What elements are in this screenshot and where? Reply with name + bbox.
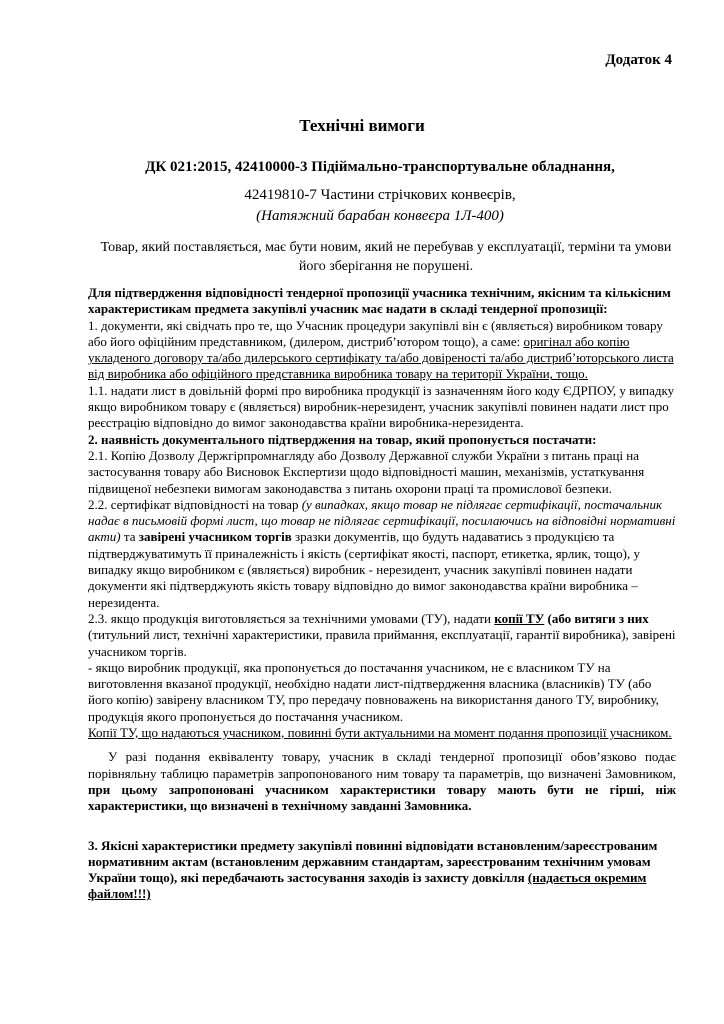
item-2-2-italic: (у випадках, якщо товар не підлягає сертифікації, постачальник надає в письмовій формі лист, що товар не підлягає сертифікації, посилаючись на відповідні нормативні акти) (88, 496, 676, 545)
intro-paragraph: Товар, який поставляється, має бути новим, який не перебував у експлуатації, терміни та умови його зберігання не порушені. (100, 240, 672, 274)
equivalent-text: У разі подання еквіваленту товару, учасник в складі тендерної пропозиції обов’язково подає порівняльну таблицю параметрів запропонованого ним товару та параметрів, що визначені Замовником, (88, 749, 676, 781)
cpv-codes-line: 42419810-7 Частини стрічкових конвеєрів, (244, 187, 516, 203)
addendum-label: Додаток 4 (605, 52, 672, 68)
item-2-3-note: - якщо виробник продукції, яка пропонується до постачання учасником, не є власником ТУ на виготовлення вказаної продукції, необхідно надати лист-підтвердження власника (власників) ТУ (або його копію) завірену власником ТУ, про передачу повноважень на використання даного ТУ, виробнику, продукція якого пропонується до постачання учасником. (88, 659, 659, 724)
page-title: Технічні вимоги (299, 116, 425, 135)
item-2-2 (88, 497, 676, 611)
item-2-3-text-a: 2.3. якщо продукція виготовляється за технічними умовами (ТУ), надати (88, 610, 495, 626)
section-intro: Для підтвердження відповідності тендерної пропозиції учасника технічним, якісним та кількісним характеристикам предмета закупівлі учасник має надати в складі тендерної пропозиції: (88, 285, 671, 317)
item-2-2-text-c: зразки документів, що будуть надаватись з продукцією та підтверджуватимуть її приналежність і якість (сертифікат якості, паспорт, етикетка, ярлик, тощо), у випадку якщо виробником є (являється) виробник - нерезидент, учасник закупівлі повинен надати документи які підтверджують якість товару відповідно до вимог законодавства країни виробника – нерезидента. (88, 529, 640, 610)
equivalent-bold: при цьому запропоновані учасником характеристики товару мають бути не гірші, ніж характеристики, що визначені в технічному завданні Замовника. (88, 781, 676, 814)
item-2-heading: 2. наявність документального підтвердження на товар, який пропонується постачати: (88, 431, 597, 447)
item-2-3-bold-underlined: копії ТУ (494, 610, 545, 626)
item-1-text: 1. документи, які свідчать про те, що Учасник процедури закупівлі він є (являється) виробником товару або його офіційним представником, (дилером, дистриб’ютором тощо), а саме: (88, 317, 663, 349)
requirements-body (88, 285, 676, 903)
dk-classification-line: ДК 021:2015, 42410000-3 Підіймально-транспортувальне обладнання, (145, 159, 615, 175)
item-2-3-bold: (або витяги з них (544, 610, 649, 626)
item-2-2-text-a: 2.2. сертифікат відповідності на товар (88, 496, 302, 512)
item-1 (88, 318, 676, 383)
item-3-bold: 3. Якісні характеристики предмету закупівлі повинні відповідати встановленим/зареєстрованим нормативним актам (встановленим державним стандартам, зареєстрованим технічним умовам України тощо), які передбачають застосування заходів із захисту довкілля (88, 837, 658, 886)
item-1-underlined: оригінал або копію укладеного договору та/або дилерського сертифікату та/або довіреності та/або дистриб’юторського листа від виробника або офіційного представника виробника товару на території України, тощо. (88, 333, 674, 382)
item-3-bold-underlined: (надається окремим файлом!!!) (88, 870, 647, 902)
spacer (88, 815, 676, 838)
spacer (88, 741, 676, 749)
item-2-1: 2.1. Копію Дозволу Держгірпромнагляду або Дозволу Державної служби України з питань праці на застосування товару або Висновок Експертизи щодо відповідності машин, механізмів, устаткування підвищеної небезпеки вимогам законодавства з питань охорони праці та промислової безпеки. (88, 447, 645, 496)
item-2-3-actuality: Копії ТУ, що надаються учасником, повинні бути актуальними на момент подання пропозиції учасником. (88, 725, 672, 741)
item-2-2-bold: завірені учасником торгів (138, 529, 292, 545)
item-3 (88, 838, 676, 903)
item-2-3-text-c: (титульний лист, технічні характеристики, правила приймання, експлуатації, гарантії виробника), завірені учасником торгів. (88, 627, 676, 659)
equivalent-paragraph (88, 749, 676, 814)
item-2-3 (88, 611, 676, 660)
item-2-2-text-b: та (120, 529, 139, 545)
item-1-1: 1.1. надати лист в довільній формі про виробника продукції із зазначенням його коду ЄДРПОУ, у випадку якщо виробником товару є (являється) виробник-нерезидент, учасник закупівлі повинен надати лист про реєстрацію відповідно до вимог законодавства країни виробника-нерезидента. (88, 382, 675, 431)
subject-line: (Натяжний барабан конвеєра 1Л-400) (256, 208, 504, 224)
